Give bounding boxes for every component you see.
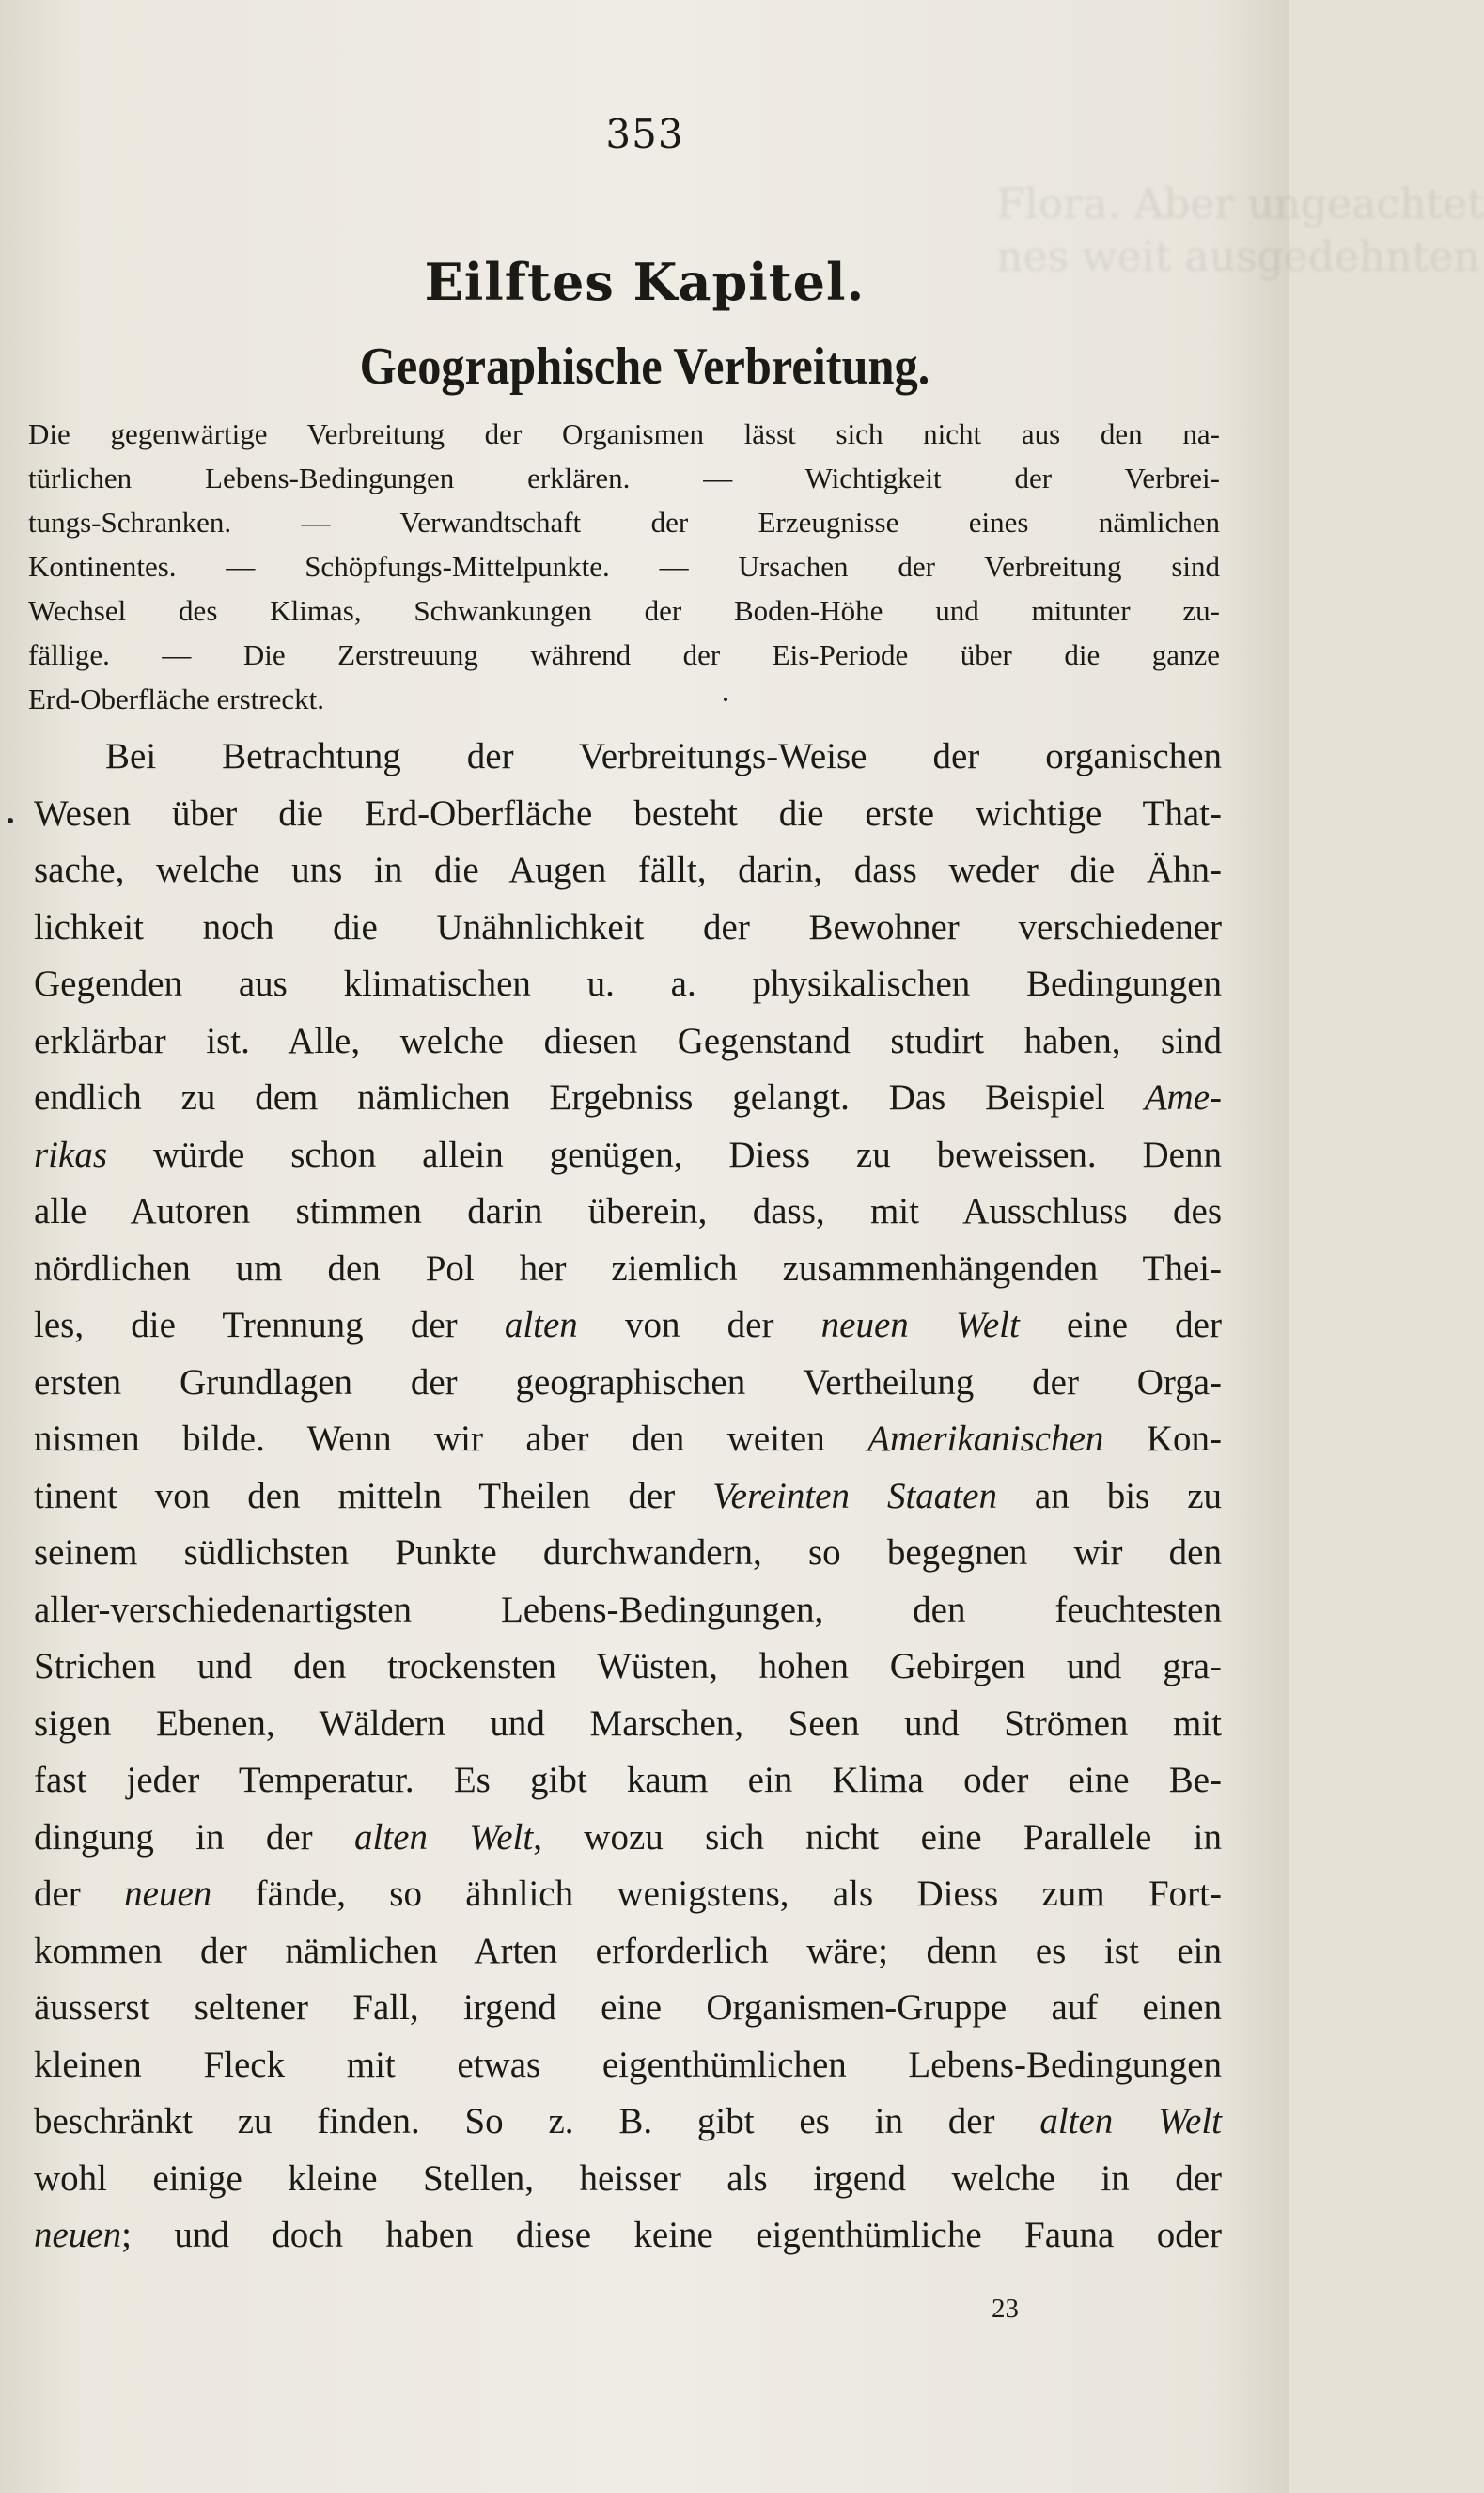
summary-line: Kontinentes. — Schöpfungs-Mittelpunkte. — Ursachen der Verbreitung sind [28,550,1220,583]
text-run: fast jeder Temperatur. Es gibt kaum ein Klima oder eine Be- [34,1760,1222,1800]
bleed-line-1: Flora. Aber ungeachtet [996,180,1484,228]
text-run: les, die Trennung der [34,1305,505,1345]
text-run: lichkeit noch die Unähnlichkeit der Bewohner verschiedener [34,906,1222,948]
bleed-line-2: nes weit ausgedehnten [996,233,1480,281]
body-line [34,1241,1222,1298]
body-line [34,786,1222,843]
summary-line: Erd-Oberfläche erstreckt. [28,682,324,715]
text-run: würde schon allein genügen, Diess zu beweissen. Denn [107,1134,1222,1175]
summary-line: fällige. — Die Zerstreuung während der Eis-Periode über die ganze [28,638,1220,671]
body-line [34,1980,1222,2037]
chapter-title: Geographische Verbreitung. [359,337,930,396]
page-number: 353 [605,111,684,157]
italic-run: Vereinten Staaten [712,1475,997,1516]
body-line [34,2093,1222,2151]
text-run: tinent von den mitteln Theilen der [34,1475,713,1516]
text-run: sigen Ebenen, Wäldern und Marschen, Seen und Strömen mit [34,1702,1222,1744]
text-run: Strichen und den trockensten Wüsten, hohen Gebirgen und gra- [34,1646,1222,1686]
summary-line: Wechsel des Klimas, Schwankungen der Boden-Höhe und mitunter zu- [28,594,1220,627]
chapter-summary [28,412,1220,721]
italic-run: Ame- [1144,1077,1222,1118]
text-run: sache, welche uns in die Augen fällt, darin, dass weder die Ähn- [34,850,1222,890]
text-run: beschränkt zu finden. So z. B. gibt es in der [34,2101,1040,2141]
body-line [34,1525,1222,1582]
body-line [34,1070,1222,1127]
italic-run: alten Welt [1039,2101,1222,2141]
body-line [34,1638,1222,1696]
text-run: nismen bilde. Wenn wir aber den weiten [34,1419,868,1459]
body-line [34,2151,1222,2208]
body-line [34,1468,1222,1526]
text-run: fände, so ähnlich wenigstens, als Diess zum Fort- [211,1874,1222,1914]
body-line [34,956,1222,1013]
signature-mark: 23 [992,2294,1019,2324]
text-run: , wozu sich nicht eine Parallele in [533,1816,1223,1858]
text-run: kleinen Fleck mit etwas eigenthümlichen Lebens-Bedingungen [34,2044,1222,2085]
body-line [34,1297,1222,1355]
summary-line: Die gegenwärtige Verbreitung der Organismen lässt sich nicht aus den na- [28,417,1220,450]
text-run: Bei Betrachtung der Verbreitungs-Weise der organischen [105,736,1222,776]
body-line [34,1923,1222,1981]
text-run: aller-verschiedenartigsten Lebens-Bedingungen, den feuchtesten [34,1589,1222,1630]
text-run: ; und doch haben diese keine eigenthümliche Fauna oder [121,2215,1222,2255]
body-line [34,1696,1222,1753]
italic-run: neuen Welt [820,1305,1020,1345]
text-run: alle Autoren stimmen darin überein, dass, mit Ausschluss des [34,1191,1222,1231]
text-run: Wesen über die Erd-Oberfläche besteht die erste wichtige That- [34,792,1222,834]
text-run: von der [577,1305,821,1345]
body-line [34,842,1222,900]
italic-run: alten Welt [354,1816,534,1858]
body-line [34,2037,1222,2094]
body-line [34,900,1222,957]
body-line [34,1411,1222,1468]
body-line [34,1355,1222,1412]
text-run: eine der [1019,1305,1222,1345]
italic-run: alten [504,1305,578,1345]
body-line [34,1184,1222,1241]
body-line [34,2207,1222,2265]
body-line [34,1127,1222,1184]
text-run: erklärbar ist. Alle, welche diesen Gegenstand studirt haben, sind [34,1020,1222,1061]
text-run: wohl einige kleine Stellen, heisser als irgend welche in der [34,2157,1222,2199]
body-line [34,1013,1222,1071]
text-run: nördlichen um den Pol her ziemlich zusammenhängenden Thei- [34,1247,1222,1289]
italic-run: neuen [124,1874,212,1914]
text-run: dingung in der [34,1816,354,1858]
ink-speck [724,698,727,701]
body-text [34,729,1222,2265]
text-run: Kon- [1103,1419,1222,1459]
text-run: endlich zu dem nämlichen Ergebniss gelangt. Das Beispiel [34,1077,1145,1118]
text-run: der [34,1874,125,1914]
italic-run: neuen [34,2215,122,2255]
text-run: ersten Grundlagen der geographischen Vertheilung der Orga- [34,1361,1222,1403]
italic-run: Amerikanischen [867,1419,1104,1459]
summary-line: tungs-Schranken. — Verwandtschaft der Erzeugnisse eines nämlichen [28,506,1220,539]
body-line [34,729,1222,786]
text-run: Gegenden aus klimatischen u. a. physikalischen Bedingungen [34,964,1222,1004]
text-run: äusserst seltener Fall, irgend eine Organismen-Gruppe auf einen [34,1987,1222,2028]
body-line [34,1752,1222,1810]
chapter-heading: Eilftes Kapitel. [424,252,866,312]
text-run: kommen der nämlichen Arten erforderlich wäre; denn es ist ein [34,1930,1222,1971]
body-line [34,1810,1222,1867]
ink-speck [8,818,13,823]
text-run: an bis zu [996,1475,1223,1516]
italic-run: rikas [34,1134,107,1175]
body-line [34,1866,1222,1923]
body-line [34,1582,1222,1639]
summary-line: türlichen Lebens-Bedingungen erklären. — Wichtigkeit der Verbrei- [28,462,1220,494]
text-run: seinem südlichsten Punkte durchwandern, so begegnen wir den [34,1532,1222,1573]
